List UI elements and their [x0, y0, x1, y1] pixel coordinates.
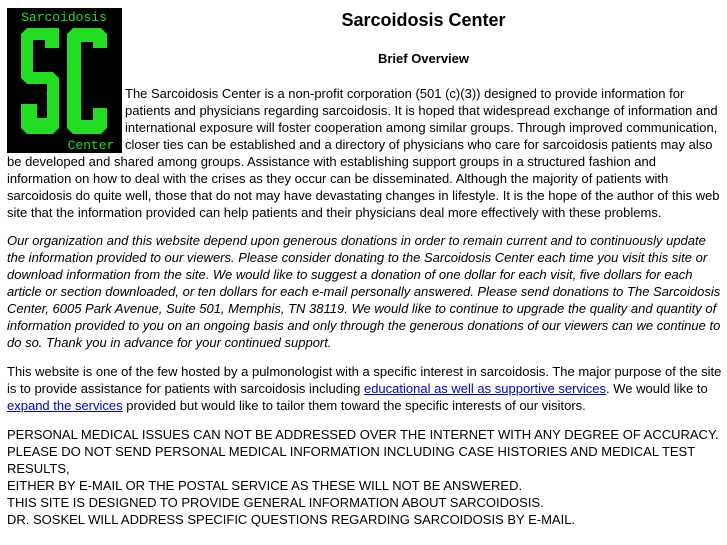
page-title: Sarcoidosis Center [341, 10, 506, 30]
hosted-text-1: This website is one of the few hosted by a pulmonologist with a specific interest in sarcoidosis. The major purpose of the site is to provide assistance for patients with sarcoidosis including [7, 364, 722, 396]
expand-services-link[interactable]: expand the services [7, 398, 123, 413]
logo-caption-top: Sarcoidosis [21, 10, 107, 25]
notice-line: PLEASE DO NOT SEND PERSONAL MEDICAL INFORMATION INCLUDING CASE HISTORIES AND MEDICAL TEST RESULTS, [7, 444, 695, 476]
logo-caption-bottom: Center [67, 138, 115, 153]
educational-services-link[interactable]: educational as well as supportive services [363, 381, 607, 396]
medical-notice [7, 426, 722, 528]
intro-paragraph: The Sarcoidosis Center is a non-profit corporation (501 (c)(3)) designed to provide information for patients and physicians regarding sarcoidosis. It is hoped that widespread exchange of information and international exposure will foster cooperation among similar groups. Through improved communication, closer ties can be established and a directory of physicians who care for sarcoidosis patients may also be developed and shared among groups. Assistance with establishing support groups in a structured fashion and information on how to deal with the crises as they occur can be disseminated. Although the majority of patients with sarcoidosis do quite well, those that do not may have devastating changes in lifestyle. It is the hope of the author of this web site that the information provided can help patients and their physicians deal more effectively with these problems. [7, 86, 720, 220]
notice-line: DR. SOSKEL WILL ADDRESS SPECIFIC QUESTIONS REGARDING SARCOIDOSIS BY E-MAIL. [7, 512, 576, 527]
page [7, 0, 722, 528]
donation-paragraph: Our organization and this website depend upon generous donations in order to remain current and to continuously update the information provided to our viewers. Please consider donating to the Sarcoidosis Center each time you visit this site or download information from the site. We would like to suggest a donation of one dollar for each visit, five dollars for each article or section downloaded, or ten dollars for each e-mail personally answered. Please send donations to The Sarcoidosis Center, 6005 Park Avenue, Suite 501, Memphis, TN 38119. We would like to continue to upgrade the quality and quantity of information provided to you on an ongoing basis and only through the generous donations of our viewers can we continue to do so. Thank you in advance for your continued support. [7, 233, 721, 350]
hosted-paragraph [7, 363, 722, 414]
notice-line: THIS SITE IS DESIGNED TO PROVIDE GENERAL INFORMATION ABOUT SARCOIDOSIS. [7, 495, 544, 510]
notice-line: PERSONAL MEDICAL ISSUES CAN NOT BE ADDRESSED OVER THE INTERNET WITH ANY DEGREE OF ACCURACY. [7, 427, 719, 442]
sc-logo-graphic [7, 8, 122, 153]
notice-line: EITHER BY E-MAIL OR THE POSTAL SERVICE AS THESE WILL NOT BE ANSWERED. [7, 478, 523, 493]
page-subtitle: Brief Overview [377, 51, 470, 66]
hosted-text-3: provided but would like to tailor them toward the specific interests of our visitors. [122, 398, 586, 413]
sarcoidosis-center-logo [7, 8, 122, 153]
hosted-text-2: . We would like to [606, 381, 708, 396]
